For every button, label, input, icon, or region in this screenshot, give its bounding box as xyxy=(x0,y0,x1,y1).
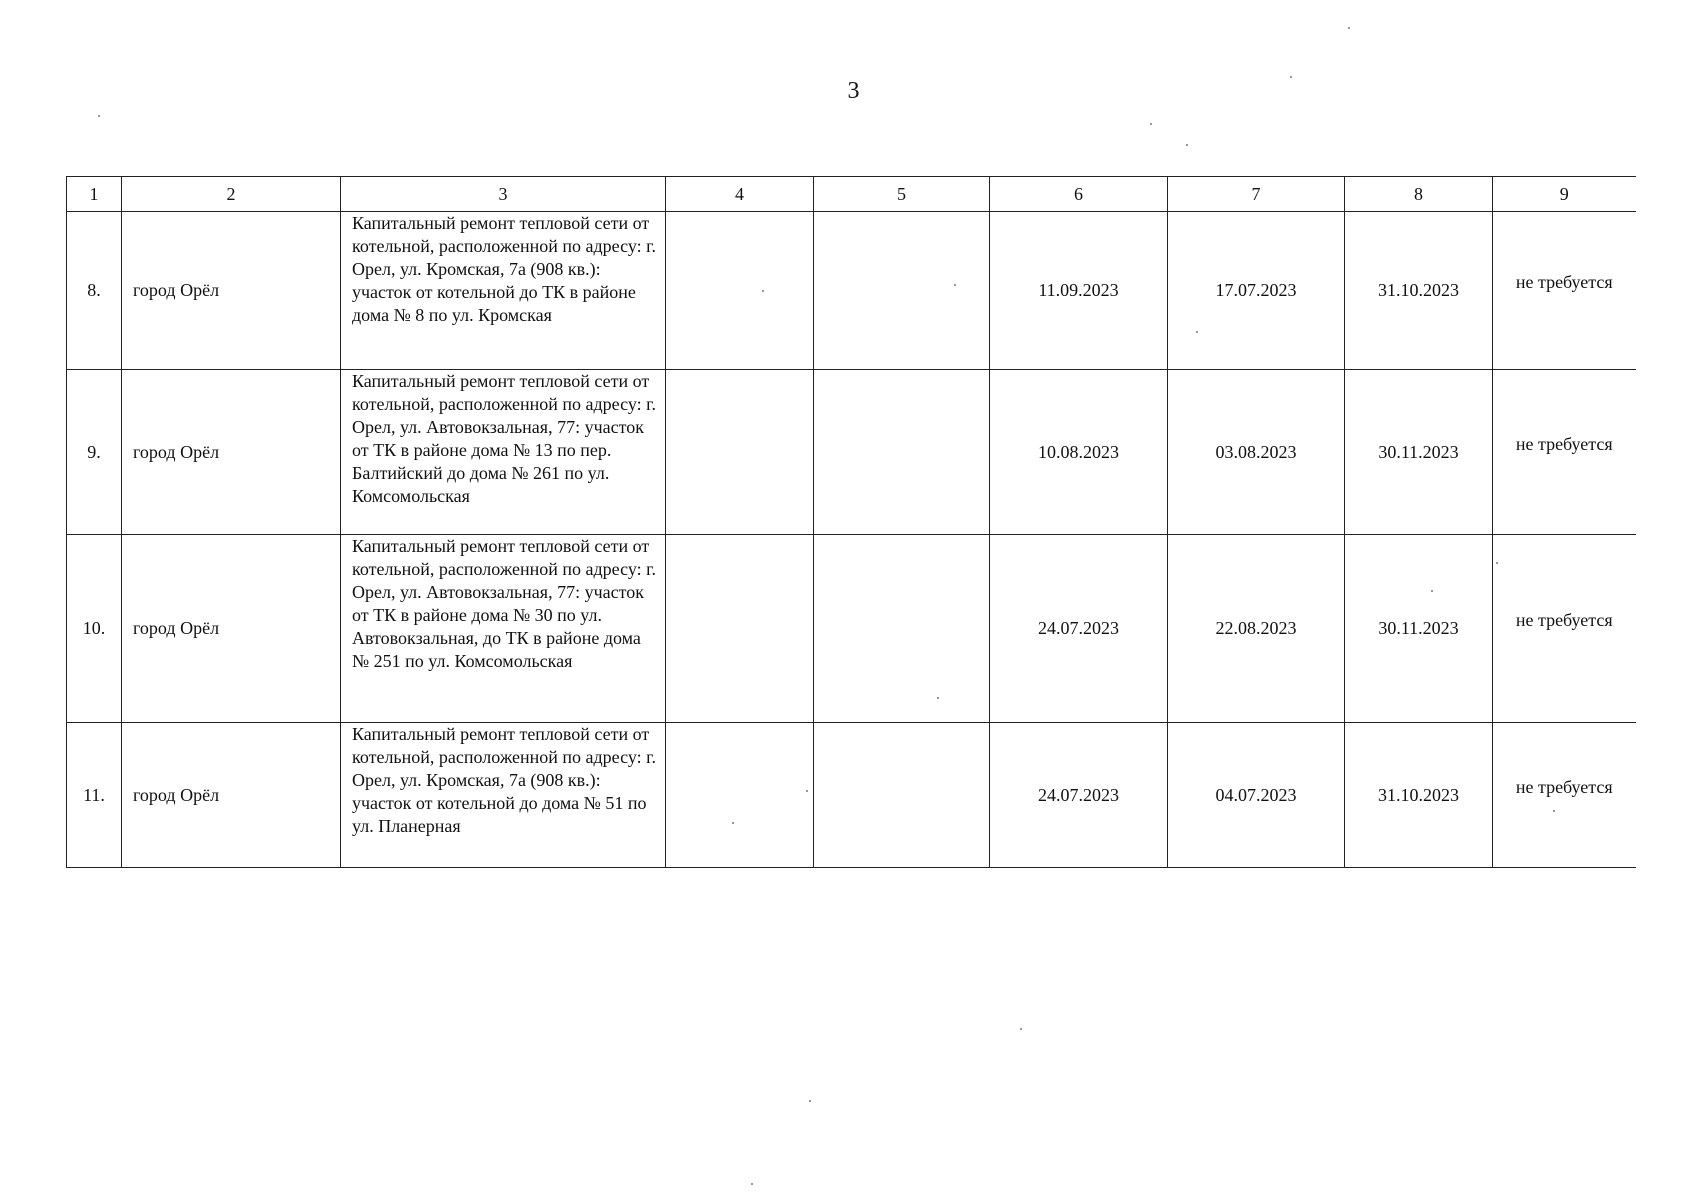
row-status xyxy=(1493,212,1636,370)
row-date8: 30.11.2023 xyxy=(1345,370,1493,535)
row-col5 xyxy=(814,723,990,868)
scan-speck xyxy=(1290,76,1292,78)
row-date6: 24.07.2023 xyxy=(990,535,1168,723)
table-header-row xyxy=(67,177,1636,212)
row-date6: 10.08.2023 xyxy=(990,370,1168,535)
row-date7: 03.08.2023 xyxy=(1168,370,1345,535)
row-description: Капитальный ремонт тепловой сети от котельной, расположенной по адресу: г. Орел, ул. Кромская, 7а (908 кв.): участок от котельной до дома № 51 по ул. Планерная xyxy=(341,723,666,868)
column-header: 1 xyxy=(67,177,122,212)
row-col4 xyxy=(666,212,814,370)
column-header: 7 xyxy=(1168,177,1345,212)
scan-speck xyxy=(1496,562,1498,564)
column-header: 8 xyxy=(1345,177,1493,212)
row-col4 xyxy=(666,535,814,723)
row-description: Капитальный ремонт тепловой сети от котельной, расположенной по адресу: г. Орел, ул. Автовокзальная, 77: участок от ТК в районе дома № 30 по ул. Автовокзальная, до ТК в районе дома № 251 по ул. Комсомольская xyxy=(341,535,666,723)
row-city: город Орёл xyxy=(122,723,341,868)
row-status xyxy=(1493,535,1636,723)
works-table xyxy=(66,176,1636,868)
scan-speck xyxy=(1348,27,1350,29)
row-status-text: не требуется xyxy=(1515,610,1613,630)
table-row xyxy=(67,212,1636,370)
row-date7: 17.07.2023 xyxy=(1168,212,1345,370)
scan-speck xyxy=(1186,144,1188,146)
row-status-text: не требуется xyxy=(1515,433,1613,454)
row-number: 11. xyxy=(67,723,122,868)
row-col4 xyxy=(666,723,814,868)
scan-speck xyxy=(806,790,808,792)
scan-speck xyxy=(954,284,956,286)
row-date6: 24.07.2023 xyxy=(990,723,1168,868)
scan-speck xyxy=(1020,1028,1022,1030)
scan-speck xyxy=(98,115,100,117)
row-date7: 22.08.2023 xyxy=(1168,535,1345,723)
column-header: 9 xyxy=(1493,177,1636,212)
scan-speck xyxy=(751,1183,753,1185)
column-header: 4 xyxy=(666,177,814,212)
scan-speck xyxy=(1431,590,1433,592)
row-col5 xyxy=(814,370,990,535)
row-status xyxy=(1493,723,1636,868)
table-row xyxy=(67,370,1636,535)
row-col5 xyxy=(814,535,990,723)
scan-speck xyxy=(1150,123,1152,125)
row-number: 8. xyxy=(67,212,122,370)
table-row xyxy=(67,535,1636,723)
column-header: 5 xyxy=(814,177,990,212)
row-date7: 04.07.2023 xyxy=(1168,723,1345,868)
scan-speck xyxy=(937,697,939,699)
row-city: город Орёл xyxy=(122,535,341,723)
row-city: город Орёл xyxy=(122,212,341,370)
scan-speck xyxy=(1196,331,1198,333)
row-description: Капитальный ремонт тепловой сети от котельной, расположенной по адресу: г. Орел, ул. Кромская, 7а (908 кв.): участок от котельной до ТК в районе дома № 8 по ул. Кромская xyxy=(341,212,666,370)
column-header: 2 xyxy=(122,177,341,212)
row-number: 9. xyxy=(67,370,122,535)
row-status-text: не требуется xyxy=(1515,272,1613,292)
row-status xyxy=(1493,370,1636,535)
row-date8: 31.10.2023 xyxy=(1345,212,1493,370)
row-date8: 31.10.2023 xyxy=(1345,723,1493,868)
scan-speck xyxy=(1553,810,1555,812)
row-date8: 30.11.2023 xyxy=(1345,535,1493,723)
row-col4 xyxy=(666,370,814,535)
scan-speck xyxy=(732,822,734,824)
row-status-text: не требуется xyxy=(1515,776,1613,797)
column-header: 3 xyxy=(341,177,666,212)
row-date6: 11.09.2023 xyxy=(990,212,1168,370)
table-row xyxy=(67,723,1636,868)
row-number: 10. xyxy=(67,535,122,723)
scan-speck xyxy=(762,290,764,292)
column-header: 6 xyxy=(990,177,1168,212)
scan-speck xyxy=(809,1100,811,1102)
page-number: 3 xyxy=(847,78,860,104)
row-col5 xyxy=(814,212,990,370)
row-description: Капитальный ремонт тепловой сети от котельной, расположенной по адресу: г. Орел, ул. Автовокзальная, 77: участок от ТК в районе дома № 13 по пер. Балтийский до дома № 261 по ул. Комсомольская xyxy=(341,370,666,535)
row-city: город Орёл xyxy=(122,370,341,535)
